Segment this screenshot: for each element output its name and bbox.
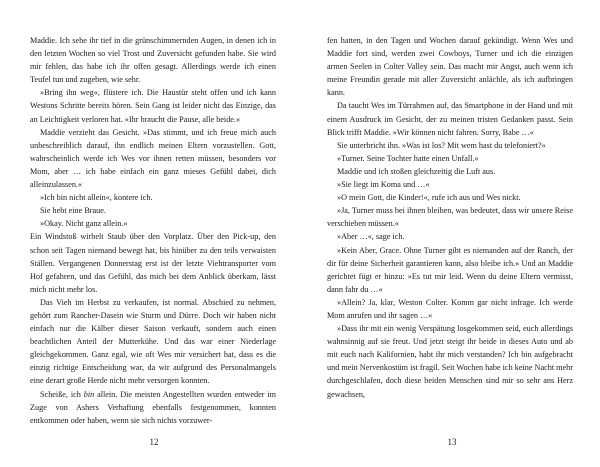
- paragraph: »Aber …«, sage ich.: [337, 232, 405, 242]
- paragraph: »Bring ihn weg«, flüstere ich. Die Haustür steht offen und ich kann Westons Schritte bereits hören. Sein Gang ist leider nicht das Einzige, das an Leichtigkeit verloren hat. »Ihr braucht die Pause, alle beide.«: [30, 88, 276, 124]
- paragraph: Ein Windstoß wirbelt Staub über den Vorplatz. Über den Pick-up, den schon seit Tagen niemand bewegt hat, bis hinüber zu den teils verwaisten Ställen. Vergangenen Donnerstag erst ist der letzte Viehtransporter vom Hof gefahren, und das Gefühl, das mich bei dem Anblick überkam, lässt mich nicht mehr los.: [30, 232, 276, 294]
- paragraph: »Dass ihr mit ein wenig Verspätung losgekommen seid, euch allerdings wahnsinnig auf sie freut. Und jetzt steigt ihr beide in dieses Auto und ab mit euch nach Kalifornien, habt ihr mich verstanden? Ich bin aufgebracht und mein Nervenkostüm ist fragil. Seit Wochen habe ich keine Nacht mehr durchgeschlafen, doch diese beiden Menschen sind mir so sehr ans Herz gewachsen,: [327, 324, 573, 399]
- paragraph: Sie unterbricht ihn. »Was ist los? Mit wem hast du telefoniert?«: [337, 140, 546, 150]
- page-number: 12: [149, 437, 159, 447]
- emphasis: bin: [83, 389, 95, 399]
- paragraph: Sie hebt eine Braue.: [40, 206, 106, 216]
- paragraph: Das Vieh im Herbst zu verkaufen, ist normal. Abschied zu nehmen, gehört zum Rancher-Dasein wie Sturm und Dürre. Doch wir haben nicht einfach nur die Kälber dieser Saison verkauft, sondern auch einen beachtlichen Anteil der Mutterkühe. Und das war einer Niederlage gleichgekommen. Ganz egal, wie oft Wes mir versichert hat, dass es die einzig richtige Entscheidung war, da wir aufgrund des Personalmangels eine derart große Herde nicht mehr versorgen konnten.: [30, 297, 276, 386]
- right-page: [327, 34, 573, 401]
- paragraph: Maddie verzieht das Gesicht. »Das stimmt, und ich freue mich auch unbeschreiblich darauf, ihn endlich meinen Eltern vorzustellen. Gott, wahrscheinlich werde ich Wes vor ihnen retten müssen, besonders vor Mom, aber … ich habe einfach ein ganz mieses Gefühl dabei, dich alleinzulassen.«: [30, 127, 276, 190]
- paragraph: Da taucht Wes im Türrahmen auf, das Smartphone in der Hand und mit einem Ausdruck im Gesicht, der zu meinen tristen Gedanken passt. Sein Blick trifft Maddie. »Wir können nicht fahren. Sorry, Babe …«: [327, 101, 573, 137]
- page-number: 13: [447, 437, 457, 447]
- paragraph: Maddie. Ich sehe ihr tief in die grünschimmernden Augen, in denen ich in den letzten Wochen so viel Trost und Zuversicht gefunden habe. Sie wird mir fehlen, das habe ich ihr offen gesagt. Allerdings werde ich einen Teufel tun und zugeben, wie sehr.: [30, 36, 276, 85]
- paragraph: »Ja, Turner muss bei ihnen bleiben, was bedeutet, dass wir unsere Reise verschieben müssen.«: [327, 206, 573, 229]
- paragraph: fen hatten, in den Tagen und Wochen darauf gekündigt. Wenn Wes und Maddie fort sind, werden zwei Cowboys, Turner und ich die einzigen armen Seelen in Colter Valley sein. Das macht mir Angst, auch wenn ich meine Freundin gerade mit aller Zuversicht anlächle, als ich aufbringen kann.: [327, 36, 573, 98]
- paragraph: »Ich bin nicht allein«, kontere ich.: [40, 193, 153, 203]
- paragraph: »Allein? Ja, klar, Weston Colter. Komm gar nicht infrage. Ich werde Mom anrufen und ihr sagen …«: [327, 297, 573, 320]
- paragraph: Scheiße, ich bin allein. Die meisten Angestellten wurden entweder im Zuge von Ashers Verhaftung ebenfalls festgenommen, konnten entkommen oder haben, wenn sie sich nichts vorzuwer-: [30, 389, 277, 425]
- paragraph: »O mein Gott, die Kinder!«, rufe ich aus und Wes nickt.: [337, 193, 521, 203]
- left-page: [30, 34, 276, 427]
- paragraph: Maddie und ich stoßen gleichzeitig die Luft aus.: [337, 166, 496, 176]
- paragraph: »Sie liegt im Koma und …«: [337, 180, 430, 190]
- paragraph: »Okay. Nicht ganz allein.«: [40, 219, 128, 229]
- paragraph: »Kein Aber, Grace. Ohne Turner gibt es niemanden auf der Ranch, der dir für deine Sicherheit garantieren kann, also bleibe ich.« Und an Maddie gerichtet fügt er hinzu: »Es tut mir leid. Wenn du deine Eltern vermisst, dann fahr du …«: [327, 245, 573, 294]
- paragraph: »Turner. Seine Tochter hatte einen Unfall.«: [337, 153, 479, 163]
